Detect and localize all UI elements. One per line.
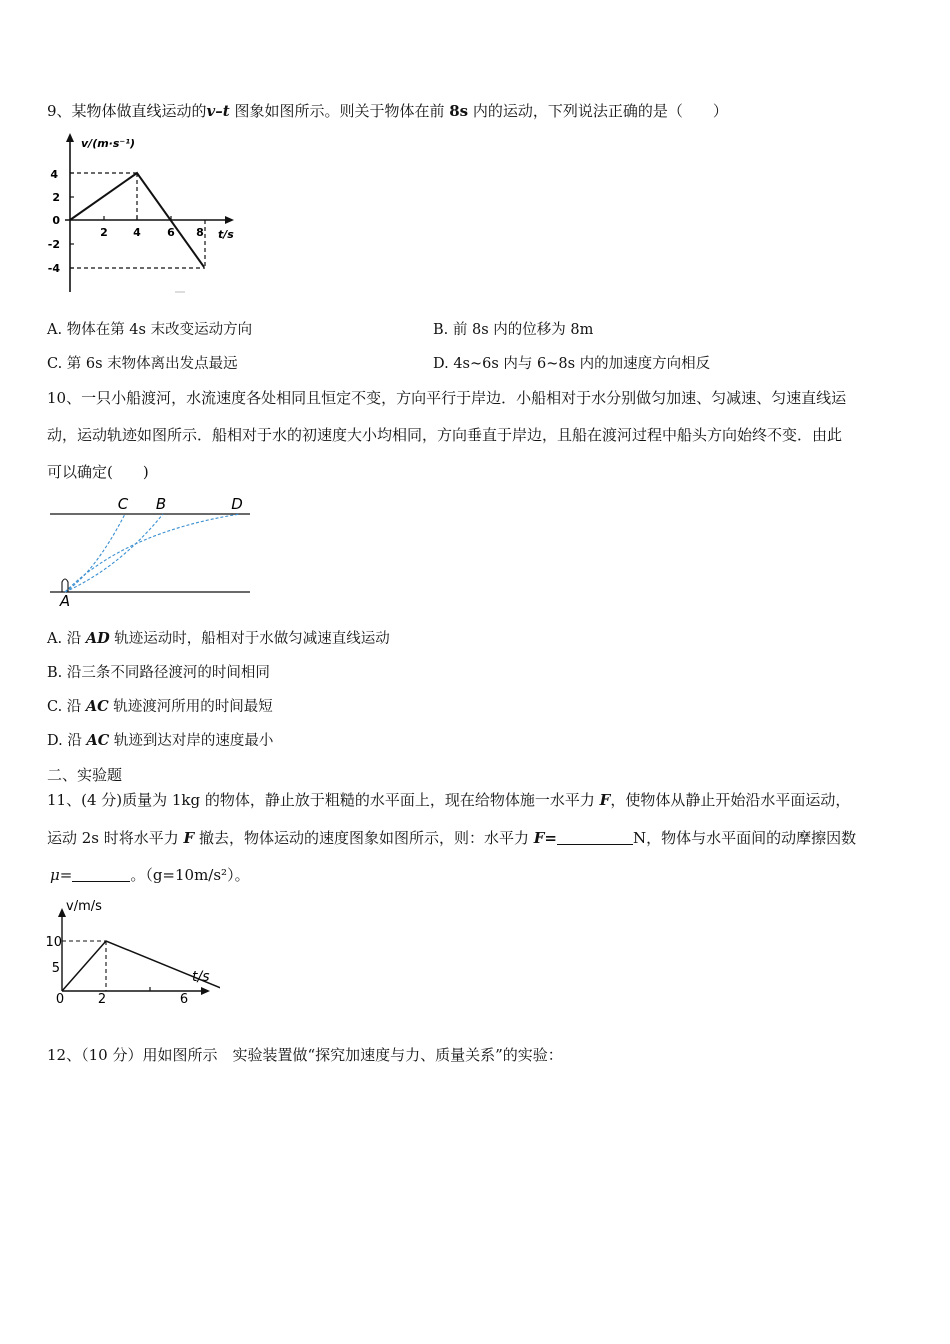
q9-xtick-label: 8	[196, 226, 204, 239]
q9-ytick-label: 4	[50, 168, 58, 181]
section-heading: 二、实验题	[47, 766, 123, 784]
q11-xtick-label: 6	[179, 992, 189, 1007]
q11-ytick-label: 10	[45, 935, 62, 950]
q10-path-ac	[65, 514, 125, 592]
q11-y-arrow	[58, 908, 66, 917]
q11-xtick-label: 0	[55, 992, 65, 1007]
q10-stem-line3: 可以确定( )	[47, 463, 149, 481]
q10-label-d: D	[231, 495, 243, 513]
q10-label-c: C	[117, 495, 129, 513]
q11-xtick-label: 2	[97, 992, 107, 1007]
q9-ytick-label: -2	[47, 238, 60, 251]
q11-blank-force[interactable]	[557, 830, 633, 845]
q9-option-c[interactable]: C. 第 6s 末物体离出发点最远	[47, 356, 238, 372]
q10-river-diagram	[45, 492, 255, 612]
q9-ytick-label: 0	[52, 214, 60, 227]
q11-stem-line1: 11、(4 分)质量为 1kg 的物体，静止放于粗糙的水平面上，现在给物体施一水平力 F，使物体从静止开始沿水平面运动，	[47, 791, 851, 809]
q9-option-a[interactable]: A. 物体在第 4s 末改变运动方向	[47, 322, 253, 338]
q10-stem-line2: 动，运动轨迹如图所示．船相对于水的初速度大小均相同，方向垂直于岸边，且船在渡河过程中船头方向始终不变．由此	[47, 426, 843, 444]
q11-y-label: v/m/s	[66, 899, 102, 914]
q9-x-arrow	[225, 216, 234, 224]
q10-option-c[interactable]: C. 沿 AC 轨迹渡河所用的时间最短	[47, 698, 273, 715]
q10-label-a: A	[59, 592, 71, 610]
q11-stem-line3: μ= 。（g=10m/s²）。	[50, 866, 250, 884]
q11-x-arrow	[201, 987, 210, 995]
q9-y-label: v/(m·s⁻¹)	[81, 137, 136, 150]
q9-xtick-label: 2	[100, 226, 108, 239]
q12-stem: 12、（10 分）用如图所示 实验装置做“探究加速度与力、质量关系”的实验：	[47, 1046, 563, 1064]
q9-x-label: t/s	[218, 228, 234, 241]
q10-stem-line1: 10、一只小船渡河，水流速度各处相同且恒定不变，方向平行于岸边．小船相对于水分别做匀加速、匀减速、匀速直线运	[47, 389, 847, 407]
q11-ytick-label: 5	[51, 961, 60, 976]
q9-ytick-label: 2	[52, 191, 60, 204]
q9-xtick-label: 4	[133, 226, 141, 239]
q9-stem: 9、某物体做直线运动的v–t 图象如图所示。则关于物体在前 8s 内的运动，下列说法正确的是（ ）	[47, 102, 728, 120]
q9-xtick-label: 6	[167, 226, 175, 239]
q10-label-b: B	[155, 495, 167, 513]
q10-option-d[interactable]: D. 沿 AC 轨迹到达对岸的速度最小	[47, 732, 274, 749]
q9-ytick-label: -4	[47, 262, 60, 275]
q10-option-a[interactable]: A. 沿 AD 轨迹运动时，船相对于水做匀减速直线运动	[47, 630, 390, 647]
q9-y-arrow	[66, 133, 74, 142]
q10-option-b[interactable]: B. 沿三条不同路径渡河的时间相同	[47, 665, 270, 681]
q10-path-ab	[65, 514, 163, 592]
q11-stem-line2: 运动 2s 时将水平力 F 撤去，物体运动的速度图象如图所示，则：水平力 F= N，物体与水平面间的动摩擦因数	[47, 829, 857, 847]
q11-vt-graph	[40, 895, 220, 1007]
q11-x-label: t/s	[192, 969, 210, 985]
q9-vt-graph	[45, 130, 255, 298]
q11-blank-mu[interactable]	[72, 867, 130, 882]
q9-option-d[interactable]: D. 4s~6s 内与 6~8s 内的加速度方向相反	[433, 356, 711, 372]
q9-option-b[interactable]: B. 前 8s 内的位移为 8m	[433, 322, 594, 338]
